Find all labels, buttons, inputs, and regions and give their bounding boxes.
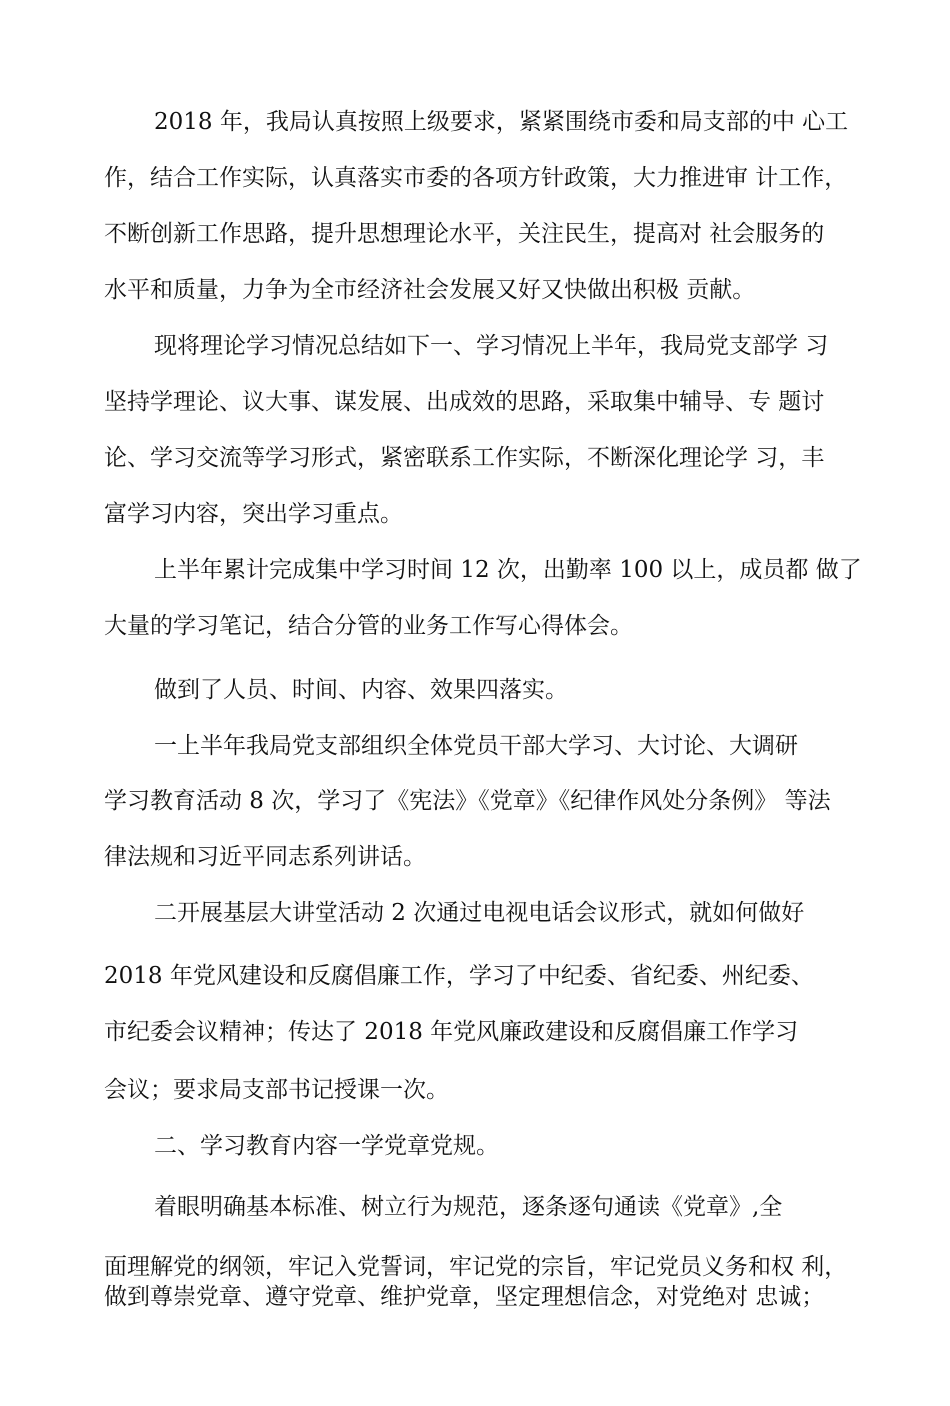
text-line: 2018 年，我局认真按照上级要求，紧紧围绕市委和局支部的中 心工 [154,109,849,135]
text-line: 不断创新工作思路，提升思想理论水平，关注民生，提高对 社会服务的 [104,221,825,247]
text-line: 上半年累计完成集中学习时间 12 次，出勤率 100 以上，成员都 做了 [154,557,862,583]
text-line: 二开展基层大讲堂活动 2 次通过电视电话会议形式，就如何做好 [154,900,805,926]
text-line: 学习教育活动 8 次，学习了《宪法》《党章》《纪律作风处分条例》 等法 [104,788,831,814]
text-line: 着眼明确基本标准、树立行为规范，逐条逐句通读《党章》,全 [154,1194,783,1220]
text-line: 水平和质量，力争为全市经济社会发展又好又快做出积极 贡献。 [104,277,756,303]
text-line: 富学习内容，突出学习重点。 [104,501,403,527]
text-line: 论、学习交流等学习形式，紧密联系工作实际，不断深化理论学 习，丰 [104,445,825,471]
text-line: 坚持学理论、议大事、谋发展、出成效的思路，采取集中辅导、专 题讨 [104,389,825,415]
text-line: 做到尊崇党章、遵守党章、维护党章，坚定理想信念，对党绝对 忠诚； [104,1284,825,1310]
text-line: 会议；要求局支部书记授课一次。 [104,1077,449,1103]
text-line: 律法规和习近平同志系列讲话。 [104,844,426,870]
text-line: 面理解党的纲领，牢记入党誓词，牢记党的宗旨，牢记党员义务和权 利， [104,1254,848,1280]
text-line: 作，结合工作实际，认真落实市委的各项方针政策，大力推进审 计工作， [104,165,848,191]
text-line: 2018 年党风建设和反腐倡廉工作，学习了中纪委、省纪委、州纪委、 [104,963,814,989]
text-line: 做到了人员、时间、内容、效果四落实。 [154,677,568,703]
text-line: 一上半年我局党支部组织全体党员干部大学习、大讨论、大调研 [154,733,798,759]
text-line: 现将理论学习情况总结如下一、学习情况上半年，我局党支部学 习 [154,333,829,359]
text-line: 市纪委会议精神；传达了 2018 年党风廉政建设和反腐倡廉工作学习 [104,1019,799,1045]
text-line: 二、学习教育内容一学党章党规。 [154,1133,499,1159]
text-line: 大量的学习笔记，结合分管的业务工作写心得体会。 [104,613,633,639]
